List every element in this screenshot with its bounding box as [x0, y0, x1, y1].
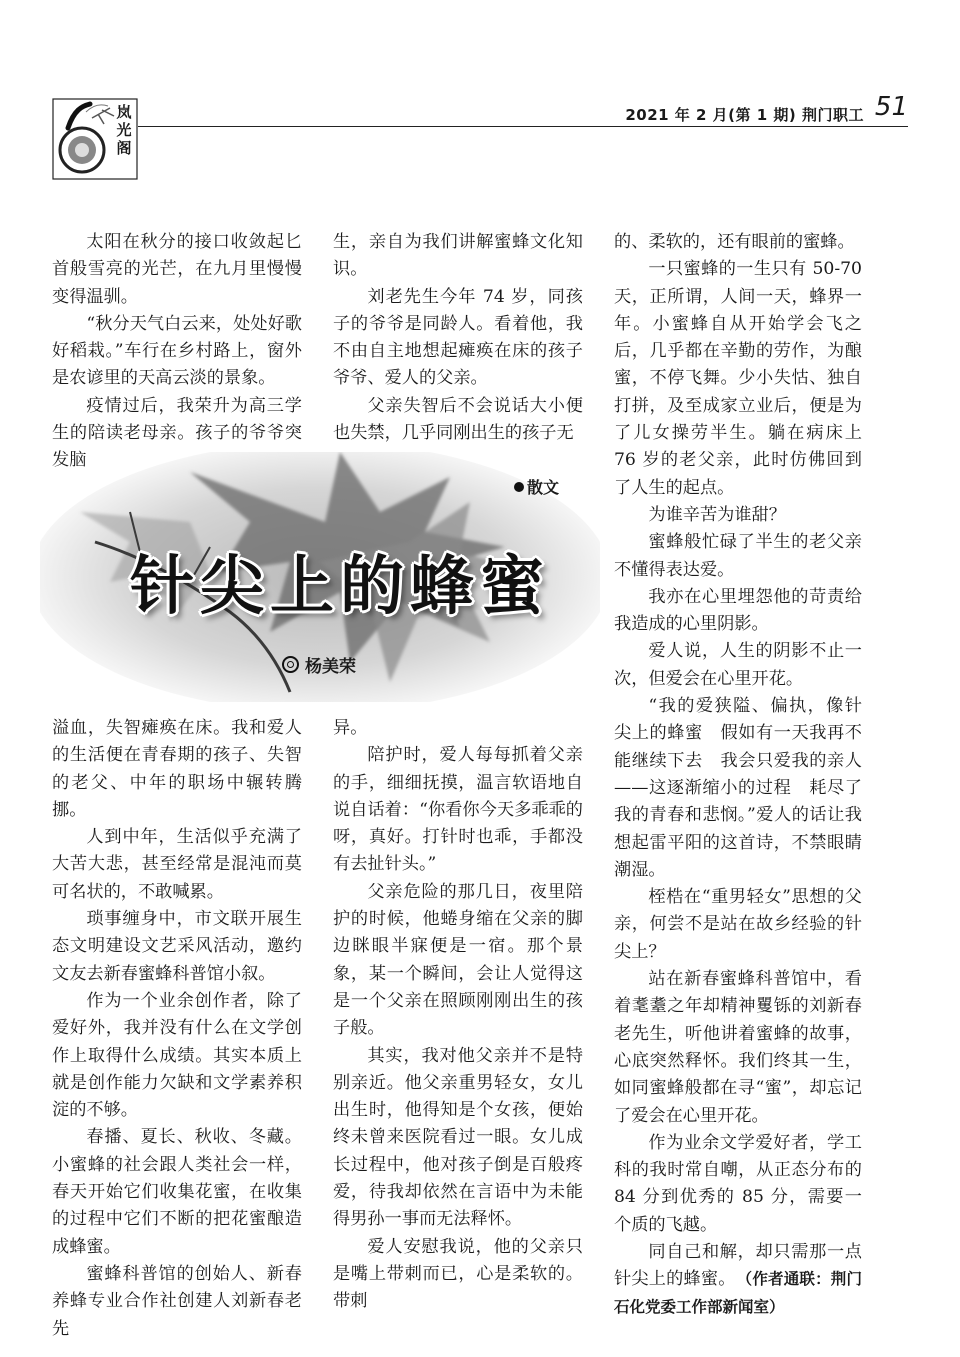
column-name-char: 阁 [116, 139, 132, 157]
paragraph-last [614, 1239, 862, 1321]
column-2-top [333, 229, 583, 447]
issue-info: 2021 年 2 月(第 1 期) 荆门职工 [625, 106, 864, 124]
paragraph: 蜜蜂般忙碌了半生的老父亲不懂得表达爱。 [614, 532, 862, 580]
paragraph: 站在新春蜜蜂科普馆中，看着耄耋之年却精神矍铄的刘新春老先生，听他讲着蜜蜂的故事，心底突然释怀。我们终其一生，如同蜜蜂般都在寻“蜜”，却忘记了爱会在心里开花。 [614, 969, 862, 1126]
page-number: 51 [874, 92, 908, 122]
paragraph: 父亲失智后不会说话大小便也失禁，几乎同刚出生的孩子无 [333, 395, 583, 444]
column-name-char: 岚 [116, 103, 132, 121]
paragraph: 陪护时，爱人每每抓着父亲的手，细细抚摸，温言软语地自说自话着：“你看你今天多乖乖的呀，真好。打针时也乖，手都没有去扯针头。” [333, 745, 583, 875]
paragraph: “秋分天气白云来，处处好歌好稻栽。”车行在乡村路上，窗外是农谚里的天高云淡的景象。 [52, 313, 302, 389]
column-1-top [52, 229, 302, 475]
paragraph: 父亲危险的那几日，夜里陪护的时候，他蜷身缩在父亲的脚边眯眼半寐便是一宿。那个景象，某一个瞬间，会让人觉得这是一个父亲在照顾刚刚出生的孩子般。 [333, 881, 583, 1039]
paragraph: 爱人说，人生的阴影不止一次，但爱会在心里开花。 [614, 641, 862, 689]
paragraph: “我的爱狭隘、偏执，像针尖上的蜂蜜 假如有一天我再不能继续下去 我会只爱我的亲人——这逐渐缩小的过程 耗尽了我的青春和悲悯。”爱人的话让我想起雷平阳的这首诗，不禁眼睛潮湿。 [614, 696, 862, 880]
author-signature: （作者通联：荆门石化党委工作部新闻室） [614, 1270, 862, 1316]
column-name [114, 103, 134, 157]
paragraph: 一只蜜蜂的一生只有 50-70 天，正所谓，人间一天，蜂界一年。小蜜蜂自从开始学会飞之后，几乎都在辛勤的劳作，为酿蜜，不停飞舞。少小失怙、独自打拼，及至成家立业后，便是为了儿女操劳半生。躺在病床上 76 岁的老父亲，此时仿佛回到了人生的起点。 [614, 259, 862, 498]
paragraph: 春播、夏长、秋收、冬藏。小蜜蜂的社会跟人类社会一样，春天开始它们收集花蜜，在收集的过程中它们不断的把花蜜酿造成蜂蜜。 [52, 1127, 302, 1257]
column-name-char: 光 [116, 121, 132, 139]
author-byline [282, 652, 356, 677]
article-title: 针尖上的蜂蜜 [130, 550, 550, 624]
column-3 [614, 229, 862, 1321]
column-2-bottom [333, 715, 583, 1316]
header-rule [138, 126, 908, 127]
category-tag [514, 475, 559, 498]
paragraph: 疫情过后，我荣升为高三学生的陪读老母亲。孩子的爷爷突发脑 [52, 395, 302, 471]
column-1-bottom [52, 715, 302, 1343]
paragraph: 人到中年，生活似乎充满了大苦大悲，甚至经常是混沌而莫可名状的，不敢喊累。 [52, 827, 302, 902]
paragraph: 生，亲自为我们讲解蜜蜂文化知识。 [333, 232, 583, 280]
paragraph: 溢血，失智瘫痪在床。我和爱人的生活便在青春期的孩子、失智的老父、中年的职场中辗转腾挪。 [52, 718, 302, 820]
paragraph: 刘老先生今年 74 岁，同孩子的爷爷是同龄人。看着他，我不由自主地想起瘫痪在床的孩子爷爷、爱人的父亲。 [333, 286, 583, 389]
paragraph: 其实，我对他父亲并不是特别亲近。他父亲重男轻女，女儿出生时，他得知是个女孩，便始终未曾来医院看过一眼。女儿成长过程中，他对孩子倒是百般疼爱，待我却依然在言语中为未能得男孙一事而无法释怀。 [333, 1045, 583, 1230]
author-name: 杨美荣 [305, 657, 356, 677]
paragraph: 作为一个业余创作者，除了爱好外，我并没有什么在文学创作上取得什么成绩。其实本质上就是创作能力欠缺和文学素养积淀的不够。 [52, 990, 302, 1121]
paragraph: 太阳在秋分的接口收敛起匕首般雪亮的光芒，在九月里慢慢变得温驯。 [52, 232, 302, 307]
category-label: 散文 [527, 478, 560, 497]
paragraph: 为谁辛苦为谁甜？ [648, 504, 786, 525]
closing-sentence: 同自己和解，却只需那一点针尖上的蜂蜜。 [614, 1241, 862, 1290]
paragraph: 蜜蜂科普馆的创始人、新春养蜂专业合作社创建人刘新春老先 [52, 1263, 302, 1339]
paragraph: 琐事缠身中，市文联开展生态文明建设文艺采风活动，邀约文友去新春蜜蜂科普馆小叙。 [52, 909, 302, 984]
paragraph: 爱人安慰我说，他的父亲只是嘴上带刺而已，心是柔软的。带刺 [333, 1236, 583, 1312]
paragraph: 我亦在心里埋怨他的苛责给我造成的心里阴影。 [614, 586, 862, 635]
paragraph: 作为业余文学爱好者，学工科的我时常自嘲，从正态分布的 84 分到优秀的 85 分，需要一个质的飞越。 [614, 1132, 862, 1235]
paragraph: 的、柔软的，还有眼前的蜜蜂。 [614, 232, 855, 252]
paragraph: 桎梏在“重男轻女”思想的父亲，何尝不是站在故乡经验的针尖上？ [614, 887, 862, 962]
paragraph: 异。 [333, 718, 368, 738]
